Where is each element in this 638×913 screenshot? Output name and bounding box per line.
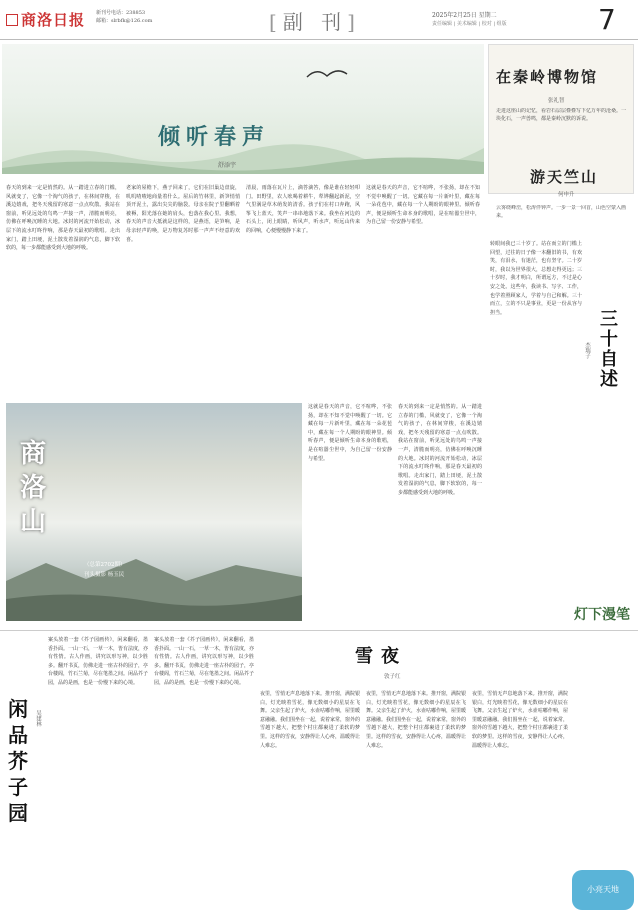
xue-title: 雪夜 [355, 646, 407, 667]
sanshi-author: 杰瑞子 [584, 342, 590, 359]
photo-issue: （总第2702期） [84, 562, 126, 568]
article-column: 春天的到来一定是悄然的。从一踏进立春的门槛，风就变了，它像一个淘气的孩子，在林间穿梭，在溪边嬉戏，把冬天残留的寒意一点点吹散。我站在窗前，听见远处的鸟鸣一声接一声，清脆而明亮，仿佛在呼唤沉睡的大地。冰封的河流开始松动，冰层下的流水叮咚作响，那是春天最初的歌唱。走出家门，踏上田埂，泥土散发着湿润的气息，脚下软软的，每一步都能感受到大地的呼吸。 [6, 185, 120, 252]
xianpin-title: 闲品芥子园 [8, 697, 28, 825]
xianpin-column: 案头放着一套《芥子园画传》，闲来翻看，墨香扑面。一山一石，一草一木，皆有法度，亦有性情。古人作画，讲究以形写神，以少胜多。翻开书页，仿佛走进一座古朴的园子，亭台楼阁，竹石兰菊，尽在笔墨之间。闲品芥子园，品的是画，也是一份慢下来的心境。 [154, 637, 254, 686]
museum-poem: 走进这座山的记忆，看岩石层层叠叠写下亿万年的沧桑。一块化石，一声兽鸣，都是秦岭沉默的诉说。 [496, 108, 627, 122]
youtian-poem: 云雾绕峰峦，松涛伴钟声。一步一景一回首，山色空蒙入画来。 [496, 205, 627, 219]
hero-author: 舒添宇 [218, 162, 237, 169]
newspaper-logo: 商洛日报 [6, 9, 85, 30]
article-column: 春天的到来一定是悄然的。从一踏进立春的门槛，风就变了，它像一个淘气的孩子，在林间穿梭，在溪边嬉戏，把冬天残留的寒意一点点吹散。我站在窗前，听见远处的鸟鸣一声接一声，清脆而明亮，仿佛在呼唤沉睡的大地。冰封的河流开始松动，冰层下的流水叮咚作响，那是春天最初的歌唱。走出家门，踏上田埂，泥土散发着湿润的气息，脚下软软的，每一步都能感受到大地的呼吸。 [398, 404, 482, 496]
column-label: 灯下漫笔 [574, 607, 630, 623]
museum-author: 张礼智 [548, 98, 565, 104]
xue-column: 夜里，雪悄无声息地落下来。推开窗，满院银白，灯光映着雪花，像无数细小的星辰在飞舞。父亲生起了炉火，水壶咕嘟作响，屋里暖意融融。我们围坐在一起，说着家常，窗外的雪越下越大，把整个村庄都裹进了柔软的梦里。这样的雪夜，安静得让人心疼，温暖得让人难忘。 [366, 691, 466, 749]
mountain-silhouette [6, 551, 302, 621]
photo-credit: 刊头摄影 杨玉民 [84, 572, 125, 578]
hero-banner [2, 44, 484, 174]
editor-line: 责任编辑 | 美术编辑 | 校对 | 组版 [432, 21, 507, 27]
article-column: 这就是春天的声音，它不喧哗，不张扬，却在不知不觉中唤醒了一切。它藏在每一片新叶里，藏在每一朵花苞中，藏在每一个人期盼的眼神里。倾听春声，便是倾听生命本身的歌唱，是在喧嚣尘世中，为自己留一份安静与希望。 [308, 404, 392, 462]
swallow-icon [302, 62, 362, 92]
article-column: 清晨，雨落在瓦片上，滴答滴答，像是谁在轻轻叩门。田野里，农人吆喝着耕牛，犁铧翻起新泥，空气里满是草木萌发的清香。孩子们在村口奔跑，风筝飞上蓝天，笑声一串串地落下来。我坐在河边的石头上，闭上眼睛，听风声，听水声，听远山传来的回响，心便慢慢静下来了。 [246, 185, 360, 234]
issue-date: 2025年2月25日 星期二 [432, 12, 497, 19]
contact-info: 新刊号电话：238853 邮箱：slrbfk@126.com [96, 10, 153, 24]
sanshi-body: 转眼间我已三十岁了。站在而立的门槛上回望，过往的日子像一本翻旧的书，有欢笑，有泪水，有迷茫，也有坚守。二十岁时，我以为世界很大，总想走得更远；三十岁时，我才明白，所谓远方，不过是心安之处。这些年，我读书、写字、工作，也学着照顾家人，学着与自己和解。三十而立，立的不只是事业，更是一份从容与担当。 [490, 241, 582, 316]
xianpin-author: 吴建林 [35, 710, 41, 727]
article-column: 老家的屋檐下，燕子回来了，它们在旧巢边盘旋，叽叽喳喳地商量着什么。屋后的竹林里，新笋悄悄顶开泥土，露出尖尖的脑袋。母亲在院子里翻晒着被褥，阳光落在她的肩头，也落在我心里。我想，春天的声音大抵就是这样的，是燕语，是笋响，是母亲轻声的唤，是万物复苏时那一声声不经意的欢喜。 [126, 185, 240, 243]
xue-column: 夜里，雪悄无声息地落下来。推开窗，满院银白，灯光映着雪花，像无数细小的星辰在飞舞。父亲生起了炉火，水壶咕嘟作响，屋里暖意融融。我们围坐在一起，说着家常，窗外的雪越下越大，把整个村庄都裹进了柔软的梦里。这样的雪夜，安静得让人心疼，温暖得让人难忘。 [472, 691, 568, 749]
xianpin-column: 案头放着一套《芥子园画传》，闲来翻看，墨香扑面。一山一石，一草一木，皆有法度，亦有性情。古人作画，讲究以形写神，以少胜多。翻开书页，仿佛走进一座古朴的园子，亭台楼阁，竹石兰菊，尽在笔墨之间。闲品芥子园，品的是画，也是一份慢下来的心境。 [48, 637, 148, 686]
youtian-author: 何申升 [558, 192, 575, 198]
seal-icon [6, 14, 18, 26]
xue-author: 敦子红 [384, 674, 401, 680]
section-title: [副 刊] [269, 10, 361, 34]
sanshi-title: 三十自述 [600, 309, 618, 390]
photo-title: 商洛山 [20, 439, 47, 537]
corner-logo: 小亮天地 [572, 870, 634, 910]
article-column: 这就是春天的声音，它不喧哗，不张扬，却在不知不觉中唤醒了一切。它藏在每一片新叶里，藏在每一朵花苞中，藏在每一个人期盼的眼神里。倾听春声，便是倾听生命本身的歌唱，是在喧嚣尘世中，为自己留一份安静与希望。 [366, 185, 480, 226]
youtian-title: 游天竺山 [530, 168, 599, 186]
divider [0, 630, 638, 631]
museum-title: 在秦岭博物馆 [496, 68, 599, 86]
xue-column: 夜里，雪悄无声息地落下来。推开窗，满院银白，灯光映着雪花，像无数细小的星辰在飞舞。父亲生起了炉火，水壶咕嘟作响，屋里暖意融融。我们围坐在一起，说着家常，窗外的雪越下越大，把整个村庄都裹进了柔软的梦里。这样的雪夜，安静得让人心疼，温暖得让人难忘。 [260, 691, 360, 749]
hero-title: 倾听春声 [158, 124, 271, 150]
page-number: 7 [598, 3, 616, 36]
